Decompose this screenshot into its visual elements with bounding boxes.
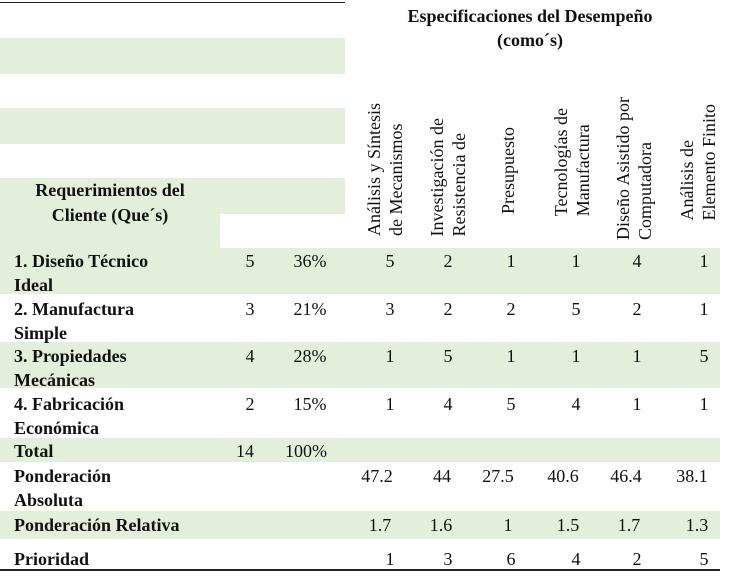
priority-value: 2 xyxy=(632,549,642,569)
col-header-6-line2: Elemento Finito xyxy=(699,103,719,220)
total-weight: 14 xyxy=(236,441,254,461)
row4-percent: 15% xyxy=(293,394,327,414)
col-header-6-line1: Análisis de xyxy=(677,139,697,220)
relative-label: Ponderación Relativa xyxy=(14,515,180,535)
row1-value: 5 xyxy=(385,251,395,271)
row1-weight: 5 xyxy=(245,251,255,271)
customer-requirements-heading xyxy=(0,178,220,228)
top-rule xyxy=(0,2,345,3)
row2-value: 2 xyxy=(506,299,516,319)
col-header-3-line1: Presupuesto xyxy=(498,127,518,214)
row4-value: 4 xyxy=(571,394,581,414)
performance-specs-title-line2: (como´s) xyxy=(497,30,563,50)
priority-value: 6 xyxy=(506,549,516,569)
row4-value: 5 xyxy=(506,394,516,414)
performance-specs-title xyxy=(345,4,715,52)
relative-value: 1.7 xyxy=(617,515,641,535)
row2-value: 3 xyxy=(385,299,395,319)
total-percent: 100% xyxy=(285,441,327,461)
row1-value: 4 xyxy=(632,251,642,271)
relative-value: 1.6 xyxy=(429,515,453,535)
col-header-2-line2: Resistencia de xyxy=(449,132,469,236)
row3-label-line2: Mecánicas xyxy=(14,370,95,390)
col-header-3 xyxy=(497,127,519,214)
row2-label-line1: 2. Manufactura xyxy=(14,299,134,319)
row2-label-line2: Simple xyxy=(14,323,68,343)
row2-value: 5 xyxy=(571,299,581,319)
col-header-6 xyxy=(676,104,720,221)
row-band-total xyxy=(0,438,720,462)
relative-value: 1.3 xyxy=(685,515,709,535)
row4-value: 1 xyxy=(632,394,642,414)
row2-weight: 3 xyxy=(245,299,255,319)
row4-label-line1: 4. Fabricación xyxy=(14,394,124,414)
row3-weight: 4 xyxy=(245,346,255,366)
col-header-2-line1: Investigación de xyxy=(427,117,447,236)
absolute-value: 44 xyxy=(433,466,451,486)
absolute-value: 27.5 xyxy=(482,466,514,486)
priority-value: 1 xyxy=(385,549,395,569)
col-header-4-line1: Tecnologías de xyxy=(551,107,571,216)
priority-value: 3 xyxy=(443,549,453,569)
col-header-1-line2: de Mecanismos xyxy=(386,123,406,236)
performance-specs-title-line1: Especificaciones del Desempeño xyxy=(407,6,653,26)
row3-value: 1 xyxy=(632,346,642,366)
row3-value: 1 xyxy=(571,346,581,366)
col-header-1-line1: Análisis y Síntesis xyxy=(364,102,384,236)
total-label: Total xyxy=(14,441,54,461)
header-band-1 xyxy=(0,38,345,74)
col-header-2 xyxy=(426,118,470,236)
absolute-value: 46.4 xyxy=(610,466,642,486)
row1-percent: 36% xyxy=(293,251,327,271)
row3-value: 1 xyxy=(506,346,516,366)
customer-requirements-line2: Cliente (Que´s) xyxy=(51,205,169,225)
row1-value: 1 xyxy=(571,251,581,271)
row4-value: 1 xyxy=(699,394,709,414)
absolute-value: 40.6 xyxy=(547,466,579,486)
absolute-value: 38.1 xyxy=(676,466,708,486)
row1-label-line2: Ideal xyxy=(14,275,54,295)
customer-requirements-line1: Requerimientos del xyxy=(35,180,185,200)
row1-value: 1 xyxy=(699,251,709,271)
col-header-1 xyxy=(363,103,407,236)
col-header-5-line2: Computadora xyxy=(635,142,655,240)
relative-value: 1.5 xyxy=(556,515,580,535)
row2-value: 1 xyxy=(699,299,709,319)
row4-weight: 2 xyxy=(245,394,255,414)
row4-label-line2: Económica xyxy=(14,418,99,438)
row3-value: 5 xyxy=(699,346,709,366)
row3-value: 5 xyxy=(443,346,453,366)
col-header-5-line1: Diseño Asistido por xyxy=(613,96,633,240)
row3-percent: 28% xyxy=(293,346,327,366)
priority-value: 5 xyxy=(699,549,709,569)
absolute-label-line1: Ponderación xyxy=(14,466,111,486)
row1-value: 1 xyxy=(506,251,516,271)
col-header-4-line2: Manufactura xyxy=(573,124,593,216)
absolute-value: 47.2 xyxy=(361,466,393,486)
relative-value: 1.7 xyxy=(368,515,392,535)
relative-value: 1 xyxy=(503,515,513,535)
header-band-2 xyxy=(0,108,345,144)
absolute-label-line2: Absoluta xyxy=(14,490,84,510)
row1-label-line1: 1. Diseño Técnico xyxy=(14,251,149,271)
priority-label: Prioridad xyxy=(14,549,89,569)
row3-label-line1: 3. Propiedades xyxy=(14,346,127,366)
priority-value: 4 xyxy=(571,549,581,569)
row3-value: 1 xyxy=(385,346,395,366)
row2-percent: 21% xyxy=(293,299,327,319)
row4-value: 4 xyxy=(443,394,453,414)
col-header-5 xyxy=(612,97,656,240)
row1-value: 2 xyxy=(443,251,453,271)
row2-value: 2 xyxy=(443,299,453,319)
col-header-4 xyxy=(550,108,594,216)
row4-value: 1 xyxy=(385,394,395,414)
row2-value: 2 xyxy=(632,299,642,319)
